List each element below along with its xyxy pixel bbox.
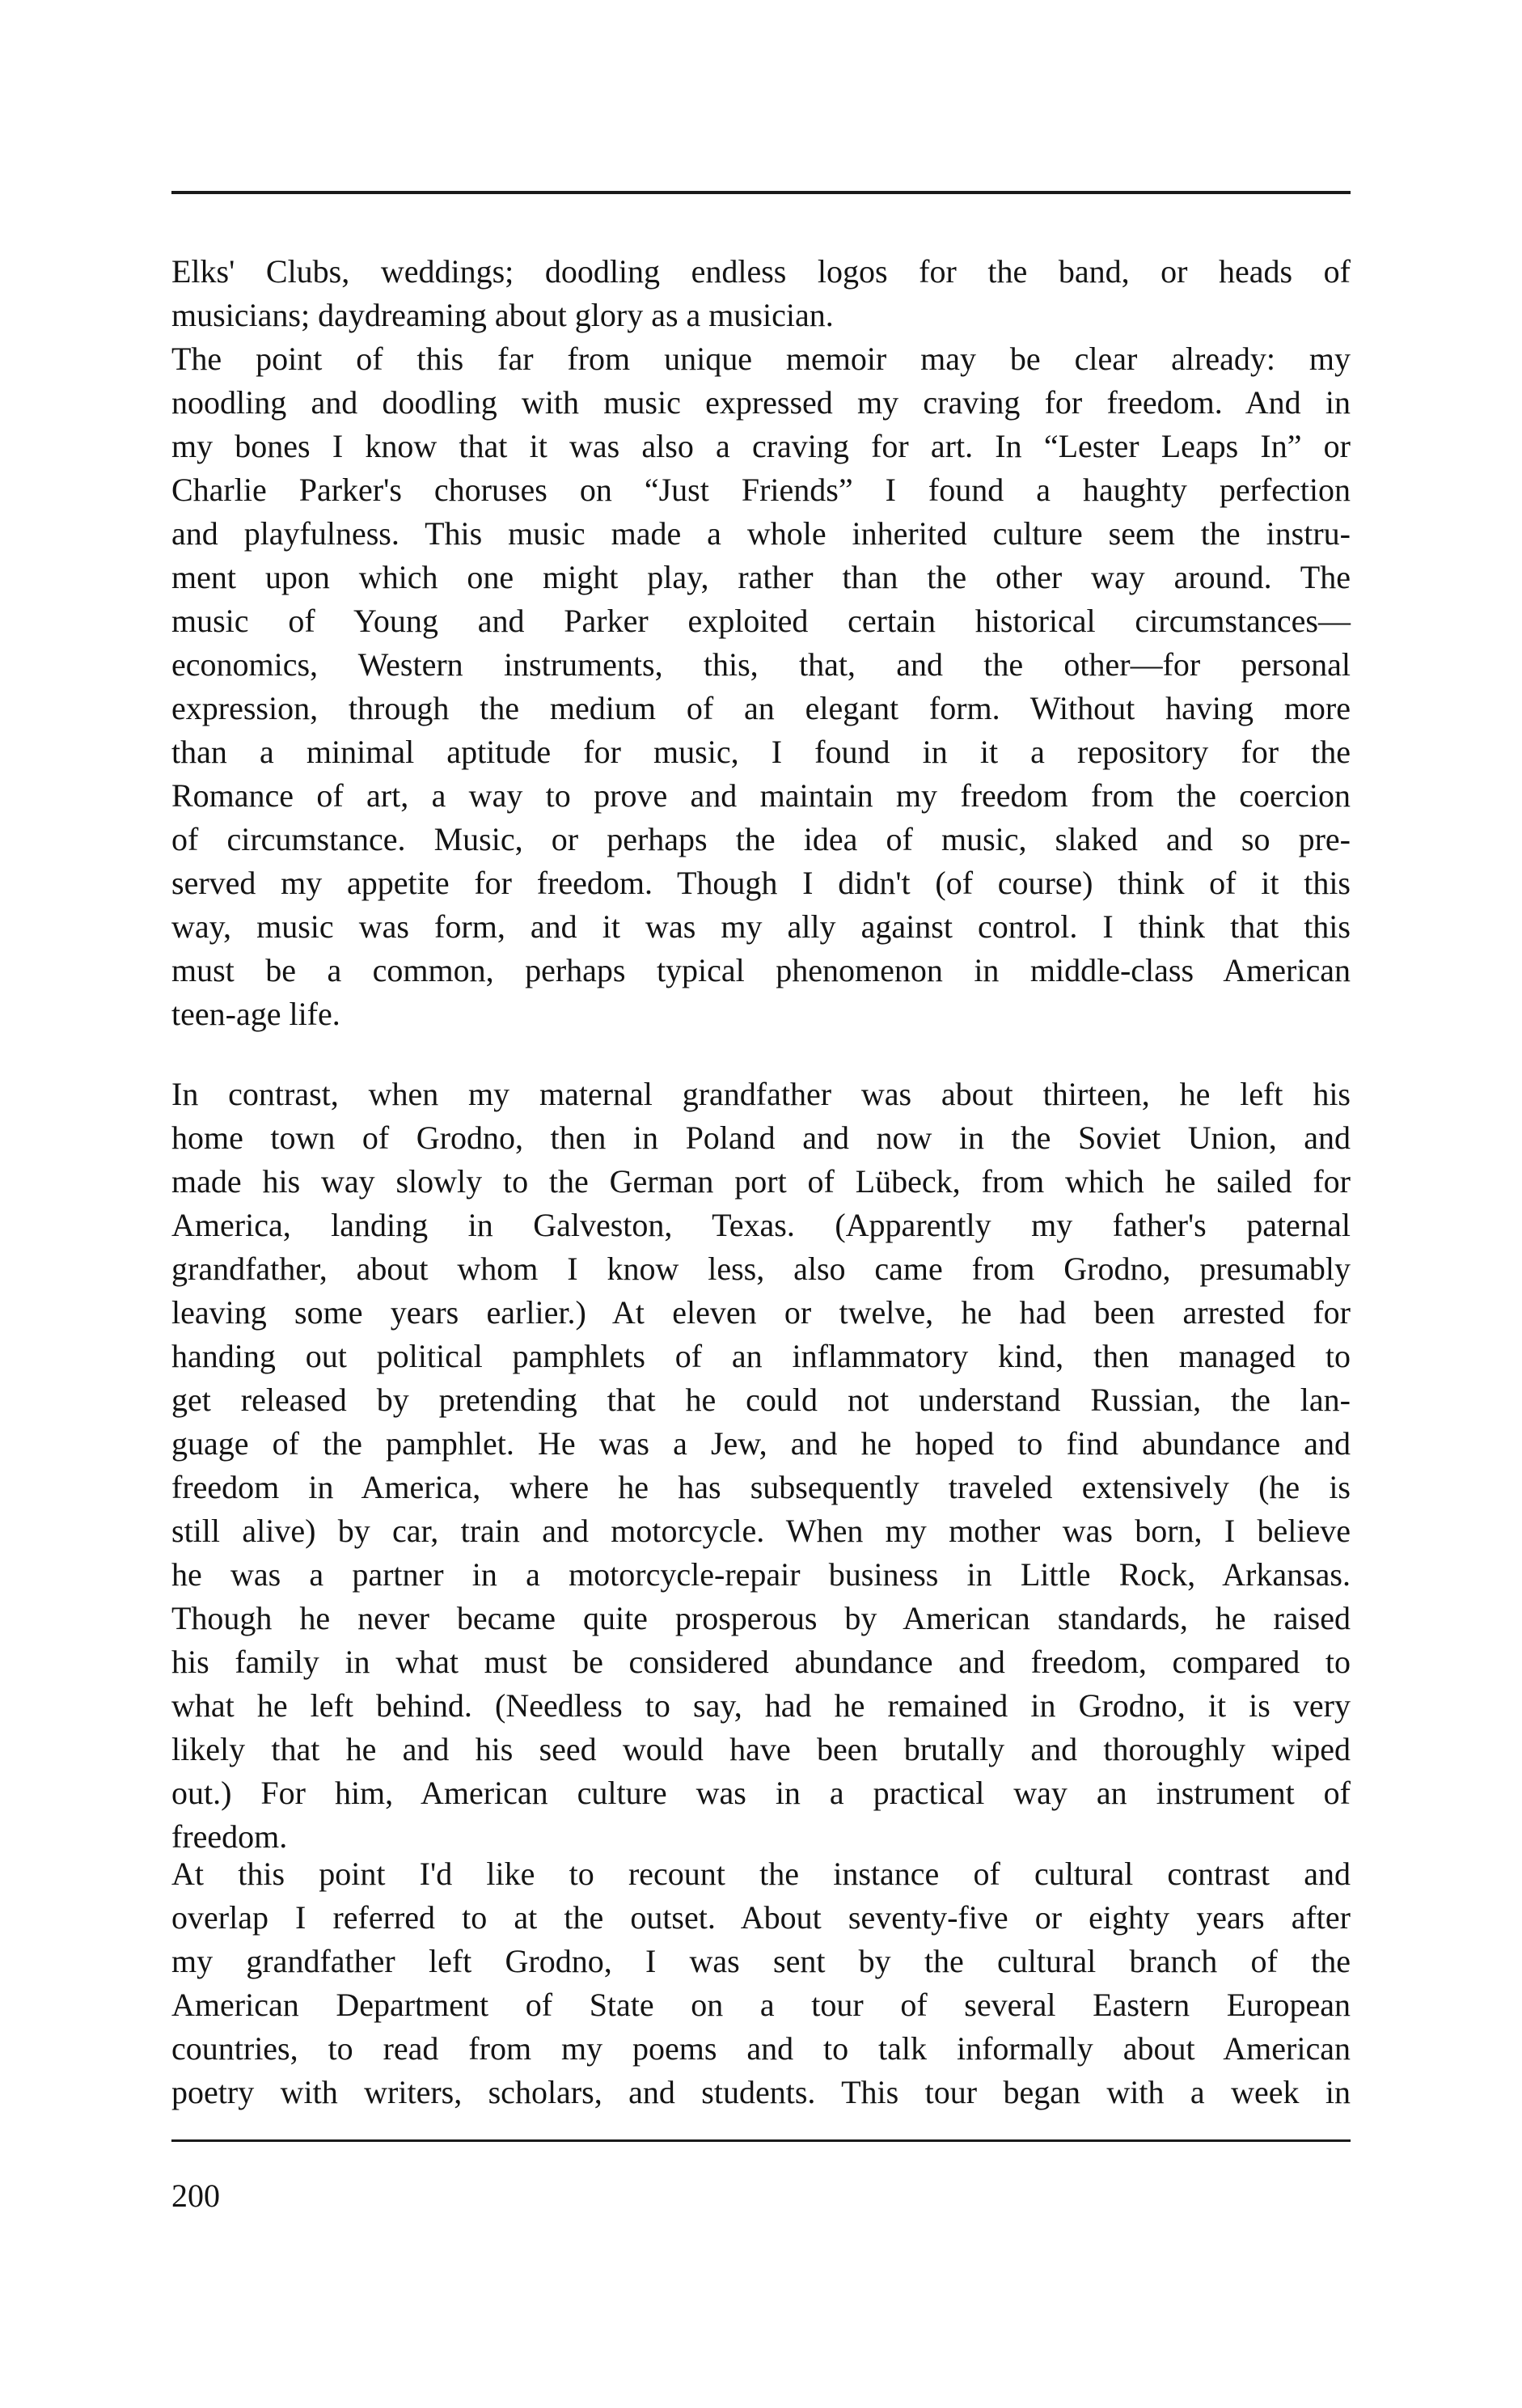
text-line: home town of Grodno, then in Poland and now in the Soviet Union, and <box>171 1119 1351 1156</box>
page-number: 200 <box>171 2177 220 2214</box>
text-line: The point of this far from unique memoir may be clear already: my <box>171 341 1351 377</box>
text-line: way, music was form, and it was my ally against control. I think that this <box>171 908 1351 945</box>
text-line: must be a common, perhaps typical phenomenon in middle-class American <box>171 952 1351 988</box>
text-line: Though he never became quite prosperous by American standards, he raised <box>171 1600 1351 1636</box>
paragraph-4 <box>171 1852 1351 2114</box>
text-line: poetry with writers, scholars, and students. This tour began with a week in <box>171 2074 1351 2110</box>
text-line: leaving some years earlier.) At eleven or twelve, he had been arrested for <box>171 1294 1351 1331</box>
text-line: made his way slowly to the German port of Lübeck, from which he sailed for <box>171 1163 1351 1200</box>
paragraph-2 <box>171 337 1351 1036</box>
text-line: music of Young and Parker exploited certain historical circumstances— <box>171 603 1351 639</box>
text-line: Romance of art, a way to prove and maintain my freedom from the coercion <box>171 777 1351 814</box>
text-line: musicians; daydreaming about glory as a musician. <box>171 297 834 333</box>
footer-rule <box>171 2139 1351 2142</box>
text-line: of circumstance. Music, or perhaps the idea of music, slaked and so pre- <box>171 821 1351 857</box>
text-line: At this point I'd like to recount the instance of cultural contrast and <box>171 1856 1351 1892</box>
text-line: expression, through the medium of an elegant form. Without having more <box>171 690 1351 726</box>
text-line: my grandfather left Grodno, I was sent by the cultural branch of the <box>171 1943 1351 1979</box>
text-line: American Department of State on a tour of several Eastern European <box>171 1987 1351 2023</box>
text-line: countries, to read from my poems and to talk informally about American <box>171 2030 1351 2067</box>
text-line: America, landing in Galveston, Texas. (Apparently my father's paternal <box>171 1207 1351 1243</box>
paragraph-3 <box>171 1073 1351 1859</box>
text-line: ment upon which one might play, rather than the other way around. The <box>171 559 1351 595</box>
text-line: and playfulness. This music made a whole inherited culture seem the instru- <box>171 515 1351 552</box>
text-line: get released by pretending that he could not understand Russian, the lan- <box>171 1382 1351 1418</box>
text-line: Charlie Parker's choruses on “Just Friends” I found a haughty perfection <box>171 472 1351 508</box>
text-line: In contrast, when my maternal grandfather was about thirteen, he left his <box>171 1076 1351 1112</box>
text-line: overlap I referred to at the outset. About seventy-five or eighty years after <box>171 1899 1351 1936</box>
text-line: he was a partner in a motorcycle-repair business in Little Rock, Arkansas. <box>171 1556 1351 1593</box>
header-rule <box>171 191 1351 194</box>
paragraph-1 <box>171 250 1351 337</box>
text-line: handing out political pamphlets of an inflammatory kind, then managed to <box>171 1338 1351 1374</box>
text-line: served my appetite for freedom. Though I didn't (of course) think of it this <box>171 865 1351 901</box>
text-line: teen-age life. <box>171 996 340 1032</box>
text-line: guage of the pamphlet. He was a Jew, and he hoped to find abundance and <box>171 1425 1351 1462</box>
text-line: likely that he and his seed would have been brutally and thoroughly wiped <box>171 1731 1351 1767</box>
text-line: what he left behind. (Needless to say, had he remained in Grodno, it is very <box>171 1687 1351 1724</box>
text-line: his family in what must be considered abundance and freedom, compared to <box>171 1644 1351 1680</box>
text-line: freedom. <box>171 1818 288 1855</box>
text-line: out.) For him, American culture was in a practical way an instrument of <box>171 1775 1351 1811</box>
text-line: freedom in America, where he has subsequently traveled extensively (he is <box>171 1469 1351 1505</box>
text-line: my bones I know that it was also a craving for art. In “Lester Leaps In” or <box>171 428 1351 464</box>
text-line: noodling and doodling with music expressed my craving for freedom. And in <box>171 384 1351 421</box>
text-line: economics, Western instruments, this, that, and the other—for personal <box>171 646 1351 683</box>
text-line: Elks' Clubs, weddings; doodling endless logos for the band, or heads of <box>171 253 1351 290</box>
text-line: grandfather, about whom I know less, also came from Grodno, presumably <box>171 1251 1351 1287</box>
text-line: than a minimal aptitude for music, I found in it a repository for the <box>171 734 1351 770</box>
text-line: still alive) by car, train and motorcycle. When my mother was born, I believe <box>171 1513 1351 1549</box>
